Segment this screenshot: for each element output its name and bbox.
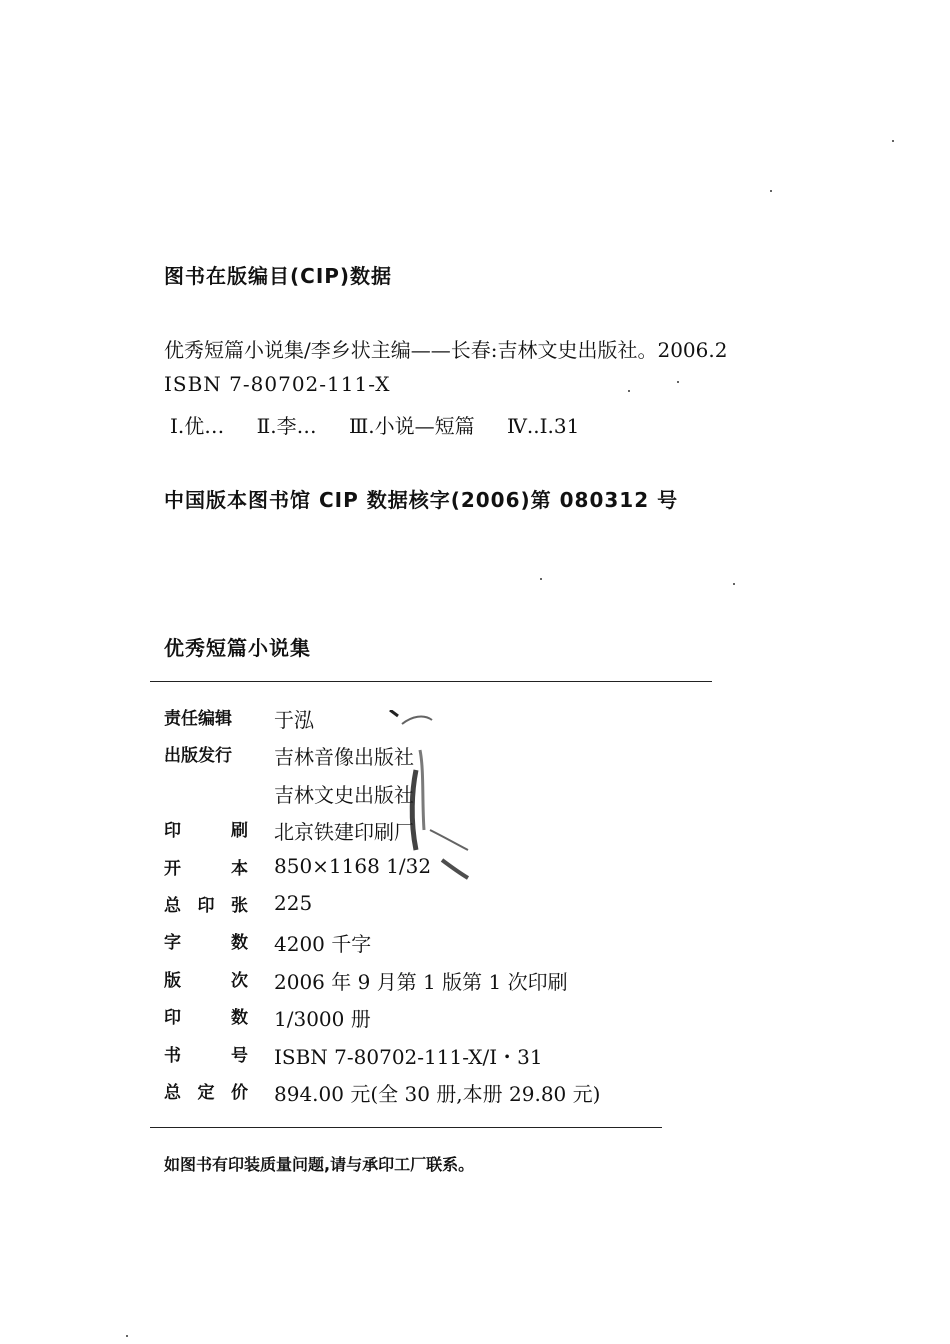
info-label-char: 印 — [197, 896, 215, 916]
info-label-char: 总 — [164, 1083, 181, 1103]
info-label-char: 出版发行 — [164, 746, 232, 766]
info-label — [164, 854, 248, 879]
info-label-char: 总 — [164, 896, 181, 916]
info-label-char: 次 — [231, 971, 248, 991]
scan-speck — [892, 140, 894, 142]
info-label-char: 定 — [197, 1083, 215, 1103]
cip-classification-line — [170, 410, 605, 439]
info-value: 225 — [274, 891, 313, 915]
info-label — [164, 1078, 248, 1103]
info-label-char: 字 — [164, 933, 181, 953]
info-label — [164, 816, 248, 841]
cip-bibliographic-line: 优秀短篇小说集/李乡状主编——长春:吉林文史出版社。2006.2 — [164, 338, 728, 362]
info-label-char: 号 — [231, 1046, 248, 1066]
info-label — [164, 966, 248, 991]
info-label — [164, 741, 248, 766]
scan-speck — [628, 390, 630, 392]
info-label-char: 印 — [164, 821, 181, 841]
info-value: 1/3000 册 — [274, 1007, 371, 1031]
info-label-char: 版 — [164, 971, 181, 991]
info-label-char: 数 — [231, 933, 248, 953]
top-divider — [150, 681, 712, 682]
classification-item: I.优… — [170, 414, 225, 438]
info-value: 4200 千字 — [274, 932, 372, 956]
cip-record-number: 中国版本图书馆 CIP 数据核字(2006)第 080312 号 — [164, 488, 679, 512]
info-label-char: 刷 — [231, 821, 248, 841]
info-value: 850×1168 1/32 — [274, 854, 432, 878]
info-value: 吉林文史出版社 — [274, 783, 414, 807]
info-label — [164, 928, 248, 953]
info-label — [164, 891, 248, 916]
scan-speck — [770, 190, 772, 192]
info-value: 吉林音像出版社 — [274, 745, 414, 769]
info-value: 于泓 — [274, 708, 314, 732]
info-label-char: 责任编辑 — [164, 709, 232, 729]
classification-item: Ⅱ.李… — [256, 414, 317, 438]
quality-notice: 如图书有印装质量问题,请与承印工厂联系。 — [164, 1155, 475, 1174]
cip-isbn-line: ISBN 7-80702-111-X — [164, 372, 391, 396]
scan-speck — [540, 578, 542, 580]
scan-speck — [126, 1335, 128, 1337]
info-value: ISBN 7-80702-111-X/I・31 — [274, 1045, 543, 1069]
info-label — [164, 1003, 248, 1028]
info-value: 894.00 元(全 30 册,本册 29.80 元) — [274, 1082, 601, 1106]
cip-title: 图书在版编目(CIP)数据 — [164, 264, 393, 288]
info-label-char: 本 — [231, 859, 248, 879]
info-label-char: 张 — [231, 896, 248, 916]
info-label-char: 开 — [164, 859, 181, 879]
scan-speck — [677, 381, 679, 383]
info-label — [164, 1041, 248, 1066]
info-label-char: 价 — [231, 1083, 248, 1103]
scan-speck — [733, 583, 735, 585]
info-label-char: 数 — [231, 1008, 248, 1028]
classification-item: Ⅲ.小说—短篇 — [348, 414, 475, 438]
info-value: 北京铁建印刷厂 — [274, 820, 414, 844]
info-value: 2006 年 9 月第 1 版第 1 次印刷 — [274, 970, 568, 994]
info-label — [164, 704, 248, 729]
bottom-divider — [150, 1127, 662, 1128]
book-title: 优秀短篇小说集 — [164, 636, 311, 660]
info-label-char: 书 — [164, 1046, 181, 1066]
info-label-char: 印 — [164, 1008, 181, 1028]
classification-item: Ⅳ..I.31 — [506, 414, 580, 438]
